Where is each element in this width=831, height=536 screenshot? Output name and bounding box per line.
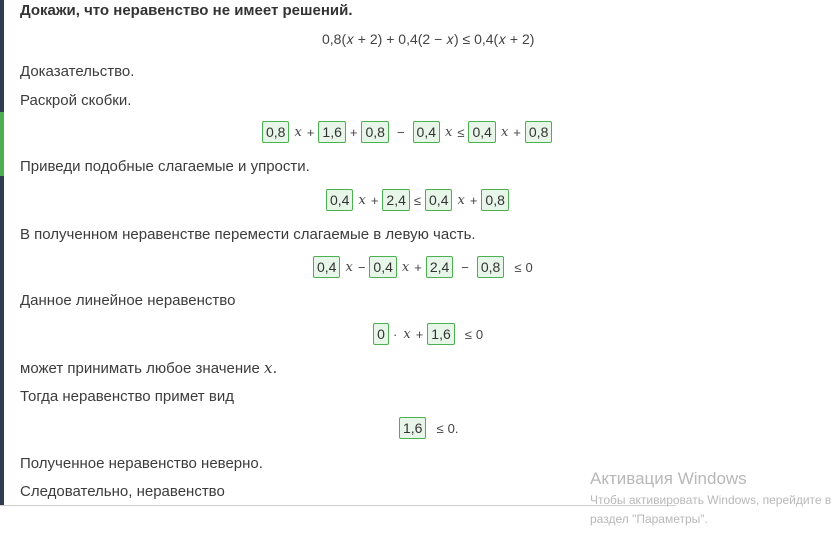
answer-box[interactable]: 0,4 <box>425 189 452 211</box>
dot-sign: · <box>393 326 398 342</box>
false-statement: Полученное неравенство неверно. <box>20 455 263 472</box>
answer-box[interactable]: 0 <box>373 323 389 345</box>
then-label: Тогда неравенство примет вид <box>20 388 234 405</box>
variable-x: 𝑥 <box>345 259 353 275</box>
windows-activation-line: Чтобы активировать Windows, перейдите в <box>590 493 831 507</box>
step-move-left: В полученном неравенстве перемести слагаемые в левую часть. <box>20 226 476 243</box>
answer-box[interactable]: 0,8 <box>481 189 508 211</box>
plus-sign: + <box>349 124 358 140</box>
task-title: Докажи, что неравенство не имеет решений. <box>20 2 353 19</box>
minus-sign: − <box>357 259 366 275</box>
answer-box[interactable]: 0,8 <box>361 121 388 143</box>
linear-inequality-label: Данное линейное неравенство <box>20 292 236 309</box>
answer-box[interactable]: 1,6 <box>427 323 454 345</box>
variable-x: 𝑥 <box>500 124 509 140</box>
le-sign: ≤ <box>514 259 522 275</box>
plus-sign: + <box>469 192 478 208</box>
answer-box[interactable]: 0,4 <box>413 121 440 143</box>
answer-box[interactable]: 0,8 <box>525 121 552 143</box>
le-sign: ≤ <box>436 420 444 436</box>
variable-x: 𝑥 <box>445 124 453 140</box>
variable-x: 𝑥 <box>294 124 302 140</box>
therefore-statement: Следовательно, неравенство <box>20 483 225 500</box>
any-value-variable: 𝑥. <box>264 359 278 377</box>
answer-box[interactable]: 2,4 <box>426 256 453 278</box>
zero-value: 0. <box>447 420 459 436</box>
answer-box[interactable]: 0,4 <box>313 256 340 278</box>
plus-sign: + <box>513 124 521 140</box>
le-sign: ≤ <box>457 124 465 140</box>
answer-box[interactable]: 0,4 <box>326 189 353 211</box>
step-open-brackets: Раскрой скобки. <box>20 92 132 109</box>
plus-sign: + <box>414 259 422 275</box>
proof-label: Доказательство. <box>20 63 135 80</box>
zero-value: 0 <box>525 259 533 275</box>
variable-x: 𝑥 <box>457 192 465 208</box>
windows-activation-line: раздел "Параметры". <box>590 512 708 526</box>
le-sign: ≤ <box>413 192 422 208</box>
windows-activation-title: Активация Windows <box>590 469 747 488</box>
plus-sign: + <box>370 192 379 208</box>
variable-x: 𝑥 <box>403 326 411 342</box>
plus-sign: + <box>306 124 315 140</box>
answer-box[interactable]: 1,6 <box>399 417 426 439</box>
answer-box[interactable]: 1,6 <box>318 121 345 143</box>
plus-sign: + <box>415 326 424 342</box>
step-simplify: Приведи подобные слагаемые и упрости. <box>20 158 310 175</box>
zero-value: 0 <box>475 326 484 342</box>
task-inequality-text: 0,8(𝑥 + 2) + 0,4(2 − 𝑥) ≤ 0,4(𝑥 + 2) <box>322 31 535 47</box>
minus-sign: − <box>461 259 469 275</box>
answer-box[interactable]: 0,4 <box>468 121 495 143</box>
answer-box[interactable]: 2,4 <box>382 189 409 211</box>
variable-x: 𝑥 <box>358 192 366 208</box>
variable-x: 𝑥 <box>401 259 410 275</box>
answer-box[interactable]: 0,4 <box>369 256 396 278</box>
minus-sign: − <box>396 124 405 140</box>
le-sign: ≤ <box>464 326 472 342</box>
answer-box[interactable]: 0,8 <box>262 121 289 143</box>
any-value-label: может принимать любое значение <box>20 360 265 377</box>
answer-box[interactable]: 0,8 <box>477 256 504 278</box>
